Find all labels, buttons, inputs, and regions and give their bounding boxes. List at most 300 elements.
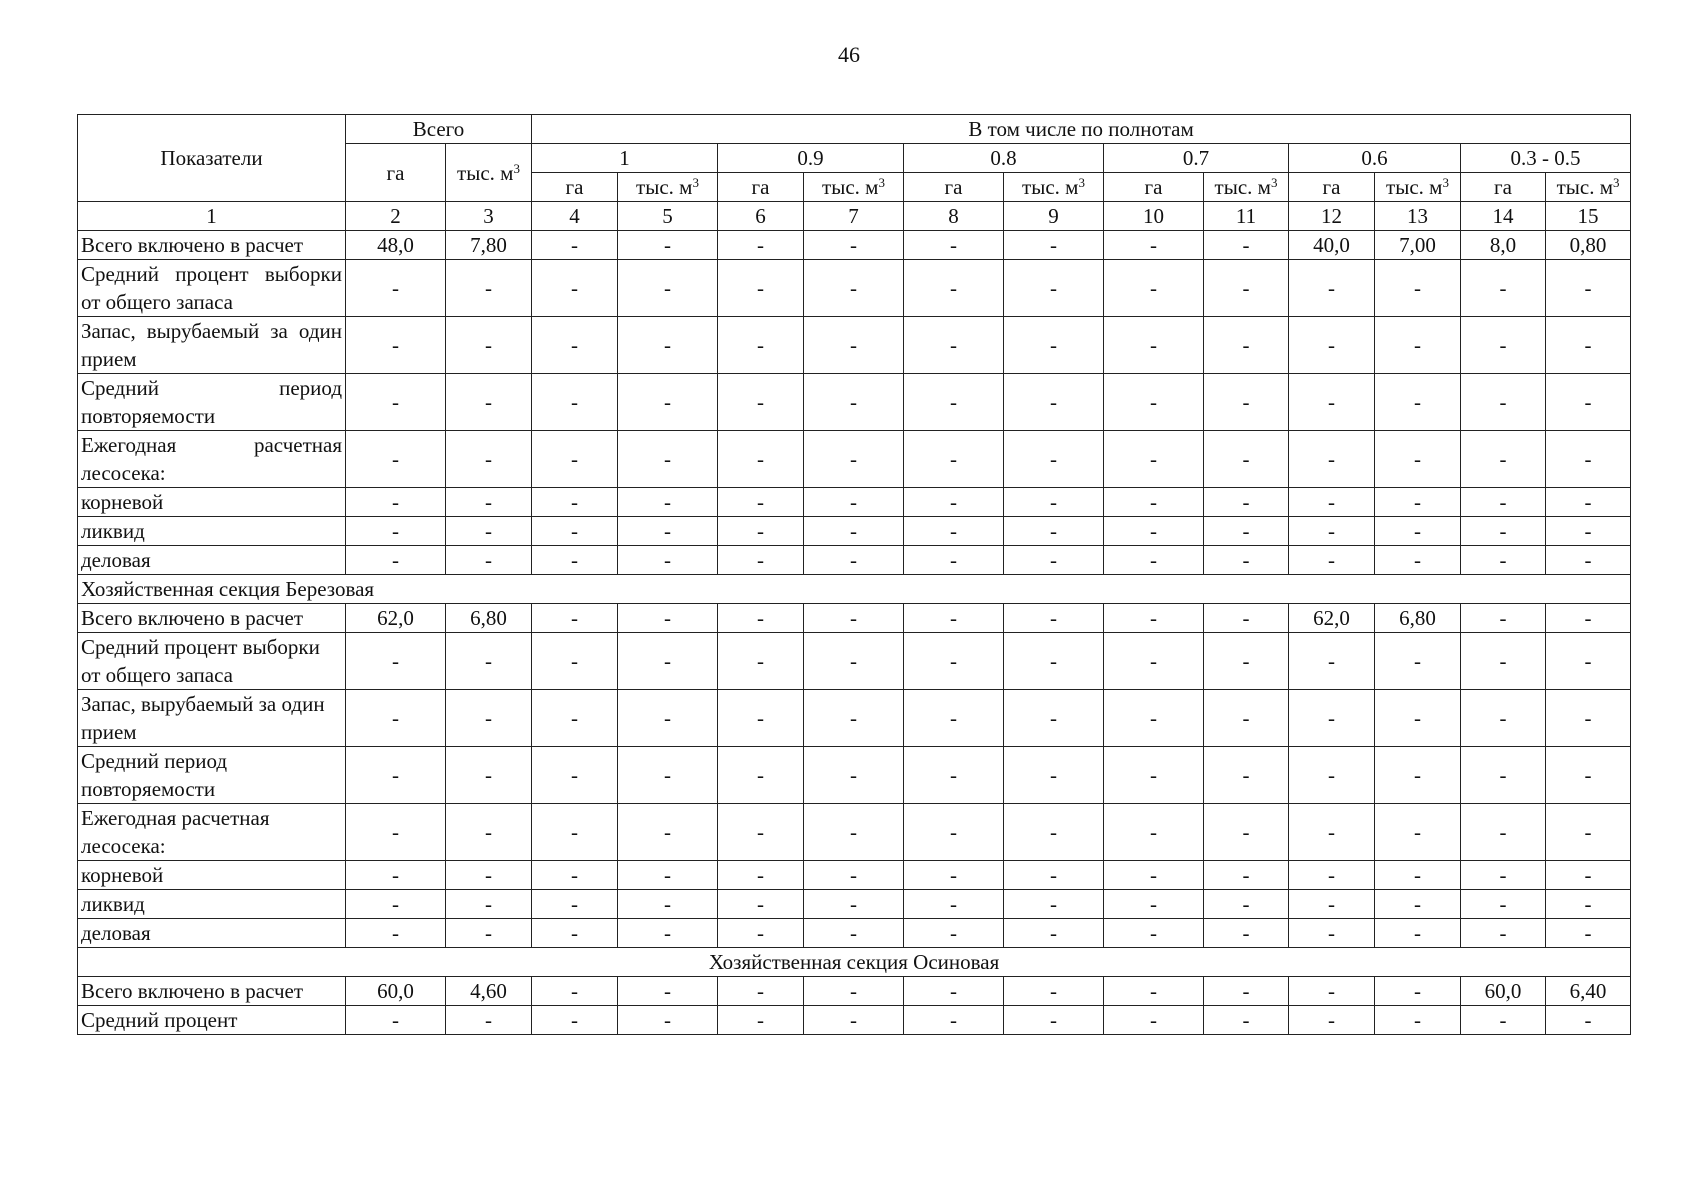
table-cell: -	[1289, 861, 1375, 890]
table-row	[78, 231, 1631, 260]
table-cell: -	[1546, 517, 1631, 546]
column-number: 13	[1375, 202, 1461, 231]
cutting-indicators-table	[77, 114, 1631, 1035]
table-cell: -	[718, 231, 804, 260]
table-cell: -	[1461, 1006, 1546, 1035]
table-cell: -	[1546, 431, 1631, 488]
table-cell: 62,0	[1289, 604, 1375, 633]
table-row	[78, 604, 1631, 633]
table-cell: -	[1546, 260, 1631, 317]
table-cell: -	[1204, 374, 1289, 431]
table-row	[78, 690, 1631, 747]
table-cell: -	[346, 546, 446, 575]
unit-ha-header: га	[1461, 173, 1546, 202]
table-cell: -	[904, 1006, 1004, 1035]
column-number: 14	[1461, 202, 1546, 231]
column-number: 4	[532, 202, 618, 231]
table-cell: -	[1204, 546, 1289, 575]
table-cell: -	[346, 690, 446, 747]
unit-ha-header: га	[718, 173, 804, 202]
table-cell: -	[1375, 804, 1461, 861]
row-label: Всего включено в расчет	[78, 977, 346, 1006]
table-row	[78, 890, 1631, 919]
unit-volume-text: тыс. м	[636, 175, 693, 199]
table-cell: -	[1104, 633, 1204, 690]
table-cell: -	[1375, 374, 1461, 431]
table-cell: -	[1104, 890, 1204, 919]
column-number: 9	[1004, 202, 1104, 231]
table-cell: -	[804, 231, 904, 260]
section-row	[78, 575, 1631, 604]
table-cell: -	[904, 260, 1004, 317]
unit-volume-text: тыс. м	[1556, 175, 1613, 199]
table-cell: -	[532, 747, 618, 804]
table-cell: -	[1104, 804, 1204, 861]
column-number: 6	[718, 202, 804, 231]
table-cell: 60,0	[346, 977, 446, 1006]
table-cell: -	[718, 1006, 804, 1035]
table-cell: -	[618, 919, 718, 948]
table-cell: -	[904, 890, 1004, 919]
table-cell: -	[1004, 488, 1104, 517]
table-row	[78, 977, 1631, 1006]
table-cell: -	[904, 431, 1004, 488]
table-row	[78, 374, 1631, 431]
table-cell: -	[1104, 690, 1204, 747]
table-cell: -	[1461, 374, 1546, 431]
table-cell: -	[1461, 604, 1546, 633]
row-label: Средний процент выборки от общего запаса	[78, 260, 346, 317]
table-cell: -	[1461, 747, 1546, 804]
density-header: 1	[532, 144, 718, 173]
table-cell: -	[1204, 919, 1289, 948]
table-cell: -	[904, 374, 1004, 431]
table-cell: -	[346, 488, 446, 517]
table-cell: -	[532, 546, 618, 575]
unit-ha-header: га	[904, 173, 1004, 202]
row-label: Запас, вырубаемый за один прием	[78, 690, 346, 747]
table-cell: -	[346, 633, 446, 690]
table-cell: 7,80	[446, 231, 532, 260]
table-cell: -	[1104, 260, 1204, 317]
table-cell: -	[804, 977, 904, 1006]
table-cell: -	[1004, 1006, 1104, 1035]
table-cell: -	[804, 890, 904, 919]
table-cell: -	[804, 633, 904, 690]
table-cell: -	[1204, 317, 1289, 374]
table-cell: -	[1546, 604, 1631, 633]
table-cell: 62,0	[346, 604, 446, 633]
table-cell: -	[532, 488, 618, 517]
table-cell: -	[532, 231, 618, 260]
column-number: 2	[346, 202, 446, 231]
table-cell: -	[1289, 488, 1375, 517]
table-cell: -	[532, 804, 618, 861]
table-cell: -	[618, 633, 718, 690]
table-cell: -	[346, 431, 446, 488]
table-cell: -	[804, 690, 904, 747]
column-numbers-row	[78, 202, 1631, 231]
table-cell: -	[346, 804, 446, 861]
table-cell: -	[446, 804, 532, 861]
table-cell: -	[804, 517, 904, 546]
column-number: 1	[78, 202, 346, 231]
column-number: 5	[618, 202, 718, 231]
table-cell: -	[1204, 977, 1289, 1006]
table-cell: -	[718, 890, 804, 919]
row-label: Средний процент	[78, 1006, 346, 1035]
table-cell: -	[532, 861, 618, 890]
table-cell: 4,60	[446, 977, 532, 1006]
table-cell: -	[1546, 317, 1631, 374]
table-cell: -	[532, 890, 618, 919]
table-cell: -	[718, 431, 804, 488]
table-cell: -	[1375, 517, 1461, 546]
table-cell: -	[1461, 690, 1546, 747]
table-cell: -	[446, 747, 532, 804]
table-cell: -	[718, 919, 804, 948]
table-cell: -	[718, 633, 804, 690]
table-cell: -	[446, 317, 532, 374]
table-cell: -	[904, 747, 1004, 804]
row-label: корневой	[78, 861, 346, 890]
table-cell: -	[1546, 747, 1631, 804]
column-number: 11	[1204, 202, 1289, 231]
table-cell: -	[1104, 488, 1204, 517]
table-cell: -	[1204, 1006, 1289, 1035]
table-cell: -	[904, 604, 1004, 633]
table-cell: -	[1104, 861, 1204, 890]
table-cell: -	[532, 517, 618, 546]
table-cell: -	[1204, 517, 1289, 546]
table-cell: -	[1546, 890, 1631, 919]
table-cell: -	[804, 260, 904, 317]
table-cell: -	[1289, 804, 1375, 861]
unit-volume-header	[1375, 173, 1461, 202]
table-cell: -	[532, 260, 618, 317]
table-cell: -	[1289, 747, 1375, 804]
unit-volume-sup: 3	[692, 175, 699, 190]
table-cell: -	[1289, 977, 1375, 1006]
table-cell: -	[1289, 890, 1375, 919]
table-cell: -	[618, 488, 718, 517]
table-cell: 8,0	[1461, 231, 1546, 260]
table-cell: -	[1004, 747, 1104, 804]
column-number: 15	[1546, 202, 1631, 231]
table-cell: -	[1461, 317, 1546, 374]
row-label: деловая	[78, 546, 346, 575]
table-cell: -	[1204, 890, 1289, 919]
table-cell: -	[904, 517, 1004, 546]
table-cell: -	[532, 604, 618, 633]
table-cell: -	[904, 977, 1004, 1006]
table-cell: -	[1204, 633, 1289, 690]
table-cell: -	[1375, 890, 1461, 919]
table-cell: -	[804, 919, 904, 948]
table-cell: -	[1461, 260, 1546, 317]
table-cell: -	[904, 804, 1004, 861]
table-cell: 6,80	[446, 604, 532, 633]
table-cell: 7,00	[1375, 231, 1461, 260]
table-cell: -	[1004, 633, 1104, 690]
unit-volume-header	[1546, 173, 1631, 202]
table-cell: -	[1104, 517, 1204, 546]
table-cell: -	[532, 317, 618, 374]
table-cell: -	[1004, 317, 1104, 374]
unit-ha-header: га	[532, 173, 618, 202]
table-cell: -	[1004, 374, 1104, 431]
table-cell: 60,0	[1461, 977, 1546, 1006]
table-cell: -	[532, 919, 618, 948]
table-row	[78, 260, 1631, 317]
table-cell: -	[1546, 546, 1631, 575]
row-label: корневой	[78, 488, 346, 517]
table-cell: 40,0	[1289, 231, 1375, 260]
table-cell: -	[1004, 260, 1104, 317]
unit-ha-header: га	[1289, 173, 1375, 202]
table-row	[78, 747, 1631, 804]
table-cell: -	[1375, 546, 1461, 575]
table-cell: -	[904, 919, 1004, 948]
unit-volume-sup: 3	[1613, 175, 1620, 190]
unit-volume-header	[1004, 173, 1104, 202]
row-label: Средний процент выборки от общего запаса	[78, 633, 346, 690]
table-cell: -	[532, 374, 618, 431]
row-label: деловая	[78, 919, 346, 948]
table-cell: -	[1004, 546, 1104, 575]
table-row	[78, 488, 1631, 517]
page-number: 46	[838, 42, 860, 67]
unit-volume-header	[1204, 173, 1289, 202]
table-cell: -	[1546, 633, 1631, 690]
density-header: 0.7	[1104, 144, 1289, 173]
table-cell: -	[618, 977, 718, 1006]
table-cell: -	[1104, 374, 1204, 431]
density-header: 0.6	[1289, 144, 1461, 173]
table-cell: -	[1375, 633, 1461, 690]
header-total-volume: тыс. $м^3$	[446, 144, 532, 202]
table-cell: -	[718, 861, 804, 890]
table-cell: -	[618, 231, 718, 260]
table-cell: -	[904, 546, 1004, 575]
table-cell: -	[618, 747, 718, 804]
table-row	[78, 633, 1631, 690]
table-cell: -	[618, 804, 718, 861]
table-cell: -	[1204, 690, 1289, 747]
table-cell: -	[1546, 919, 1631, 948]
table-cell: -	[446, 861, 532, 890]
table-cell: -	[346, 260, 446, 317]
table-body	[78, 231, 1631, 1035]
table-cell: -	[718, 317, 804, 374]
table-row	[78, 317, 1631, 374]
table-cell: -	[1289, 1006, 1375, 1035]
table-cell: -	[804, 488, 904, 517]
table-cell: -	[1004, 861, 1104, 890]
table-cell: -	[718, 604, 804, 633]
table-cell: -	[1289, 431, 1375, 488]
table-cell: -	[904, 690, 1004, 747]
table-cell: -	[1104, 747, 1204, 804]
table-cell: -	[1289, 260, 1375, 317]
table-cell: -	[1375, 919, 1461, 948]
table-cell: -	[718, 488, 804, 517]
table-cell: -	[718, 517, 804, 546]
table-cell: -	[804, 804, 904, 861]
density-header: 0.3 - 0.5	[1461, 144, 1631, 173]
table-cell: -	[618, 317, 718, 374]
table-cell: -	[804, 374, 904, 431]
table-row	[78, 804, 1631, 861]
table-cell: -	[1461, 488, 1546, 517]
table-cell: -	[1104, 1006, 1204, 1035]
table-cell: -	[718, 260, 804, 317]
table-cell: -	[1461, 431, 1546, 488]
table-cell: -	[1004, 890, 1104, 919]
table-cell: -	[446, 919, 532, 948]
table-cell: -	[446, 890, 532, 919]
unit-ha-header: га	[1104, 173, 1204, 202]
table-cell: -	[1004, 431, 1104, 488]
table-cell: -	[1375, 1006, 1461, 1035]
table-row	[78, 919, 1631, 948]
table-cell: -	[1546, 690, 1631, 747]
table-cell: -	[904, 231, 1004, 260]
table-cell: -	[1004, 977, 1104, 1006]
table-cell: -	[446, 546, 532, 575]
table-cell: -	[1289, 546, 1375, 575]
table-cell: -	[804, 431, 904, 488]
table-cell: -	[904, 861, 1004, 890]
table-cell: -	[532, 690, 618, 747]
table-cell: -	[1289, 919, 1375, 948]
table-row	[78, 517, 1631, 546]
table-cell: -	[1004, 804, 1104, 861]
row-label: Ежегодная расчетная лесосека:	[78, 431, 346, 488]
table-row	[78, 861, 1631, 890]
table-cell: -	[1104, 977, 1204, 1006]
table-cell: 6,40	[1546, 977, 1631, 1006]
table-cell: -	[718, 374, 804, 431]
table-cell: -	[804, 604, 904, 633]
header-total: Всего	[346, 115, 532, 144]
unit-volume-sup: 3	[1270, 175, 1278, 190]
table-cell: -	[1104, 919, 1204, 948]
table-cell: -	[1375, 431, 1461, 488]
table-cell: -	[446, 517, 532, 546]
unit-volume-sup: 3	[1442, 175, 1449, 190]
table-cell: -	[446, 374, 532, 431]
table-cell: -	[446, 633, 532, 690]
table-cell: -	[618, 890, 718, 919]
table-row	[78, 546, 1631, 575]
row-label: Средний период повторяемости	[78, 747, 346, 804]
row-label: Ежегодная расчетная лесосека:	[78, 804, 346, 861]
table-cell: -	[1104, 231, 1204, 260]
table-cell: -	[1461, 633, 1546, 690]
table-cell: -	[1204, 260, 1289, 317]
unit-volume-sup: 3	[1078, 175, 1085, 190]
table-cell: -	[346, 317, 446, 374]
row-label: Запас, вырубаемый за один прием	[78, 317, 346, 374]
unit-volume-text: тыс. м	[822, 175, 879, 199]
table-cell: -	[1204, 231, 1289, 260]
unit-volume-header	[618, 173, 718, 202]
table-cell: -	[1104, 604, 1204, 633]
table-cell: -	[1289, 517, 1375, 546]
table-cell: -	[446, 260, 532, 317]
table-header	[78, 115, 1631, 231]
table-cell: -	[1461, 517, 1546, 546]
table-cell: -	[904, 633, 1004, 690]
table-cell: -	[1546, 1006, 1631, 1035]
table-row	[78, 1006, 1631, 1035]
row-label: ликвид	[78, 517, 346, 546]
header-indicators: Показатели	[78, 115, 346, 202]
table-cell: -	[532, 977, 618, 1006]
table-cell: -	[804, 747, 904, 804]
header-total-ha: га	[346, 144, 446, 202]
table-cell: -	[1004, 690, 1104, 747]
table-cell: -	[346, 919, 446, 948]
table-cell: -	[346, 747, 446, 804]
table-cell: -	[1546, 488, 1631, 517]
table-cell: -	[1004, 919, 1104, 948]
table-cell: -	[718, 546, 804, 575]
table-cell: 0,80	[1546, 231, 1631, 260]
table-cell: -	[618, 1006, 718, 1035]
table-cell: -	[1375, 488, 1461, 517]
table-cell: -	[1461, 861, 1546, 890]
density-header: 0.9	[718, 144, 904, 173]
table-cell: -	[1461, 804, 1546, 861]
table-cell: -	[804, 317, 904, 374]
table-cell: -	[1004, 517, 1104, 546]
column-number: 8	[904, 202, 1004, 231]
table-cell: -	[1289, 633, 1375, 690]
table-cell: -	[1104, 546, 1204, 575]
column-number: 10	[1104, 202, 1204, 231]
table-cell: -	[1204, 604, 1289, 633]
table-cell: -	[618, 517, 718, 546]
table-cell: -	[618, 260, 718, 317]
table-cell: -	[1104, 431, 1204, 488]
table-cell: -	[618, 374, 718, 431]
table-cell: -	[618, 431, 718, 488]
row-label: Всего включено в расчет	[78, 604, 346, 633]
table-cell: -	[1461, 546, 1546, 575]
section-row	[78, 948, 1631, 977]
table-cell: -	[718, 977, 804, 1006]
table-cell: -	[1461, 890, 1546, 919]
table-cell: -	[346, 890, 446, 919]
table-cell: -	[532, 1006, 618, 1035]
row-label: Средний период повторяемости	[78, 374, 346, 431]
table-row	[78, 431, 1631, 488]
table-cell: -	[1375, 977, 1461, 1006]
header-by-density: В том числе по полнотам	[532, 115, 1631, 144]
table-cell: -	[1546, 861, 1631, 890]
table-cell: -	[346, 517, 446, 546]
unit-volume-text: тыс. м	[1214, 175, 1271, 199]
table-cell: -	[1004, 604, 1104, 633]
table-cell: -	[904, 317, 1004, 374]
table-cell: -	[1004, 231, 1104, 260]
table-cell: -	[346, 1006, 446, 1035]
table-cell: -	[718, 690, 804, 747]
table-cell: -	[618, 690, 718, 747]
row-label: Всего включено в расчет	[78, 231, 346, 260]
